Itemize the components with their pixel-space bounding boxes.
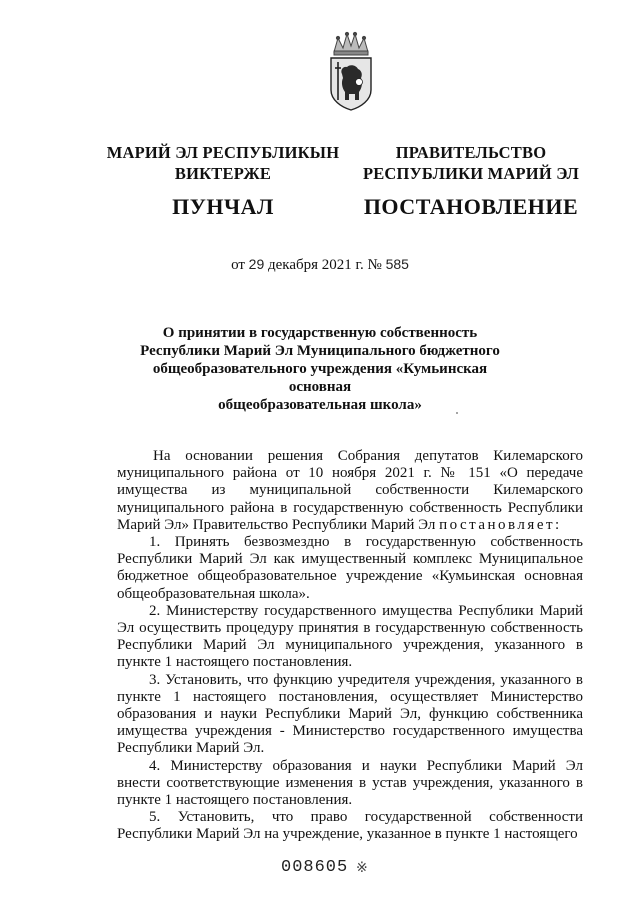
- header-left-line1: МАРИЙ ЭЛ РЕСПУБЛИКЫН: [106, 143, 340, 162]
- serial-mark-icon: ※: [356, 860, 368, 876]
- title-line: общеобразовательная школа»: [218, 397, 422, 413]
- body-paragraph-1: 1. Принять безвозмездно в государственную собственность Республики Марий Эл как имущественный комплекс Муниципальное бюджетное общеобразовательное учреждение «Кумьинская основная общеобразовательная школа».: [117, 534, 583, 602]
- dateline-number: 585: [385, 256, 409, 272]
- header-right-line1: ПРАВИТЕЛЬСТВО: [395, 143, 547, 162]
- document-title: [120, 324, 520, 414]
- body-paragraph-5: 5. Установить, что право государственной собственности Республики Марий Эл на учреждение, указанное в пункте 1 настоящего: [117, 809, 583, 843]
- header-right-doc-type: ПОСТАНОВЛЕНИЕ: [363, 194, 579, 219]
- dateline-day: 29: [248, 256, 265, 272]
- dateline-prefix: от: [231, 257, 245, 273]
- body-intro-text: На основании решения Собрания депутатов Килемарского муниципального района от 10 ноября 2021 г. № 151 «О передаче имущества из муниципальной собственности Килемарского муниципального района в государственную собственность Республики Марий Эл» Правительство Республики Марий Эл: [117, 448, 583, 533]
- title-line: общеобразовательного учреждения «Кумьинская основная: [152, 361, 488, 395]
- document-dateline: [0, 256, 640, 274]
- title-line: О принятии в государственную собственность: [162, 325, 478, 341]
- body-intro-paragraph: [117, 448, 583, 534]
- header-right-line2: РЕСПУБЛИКИ МАРИЙ ЭЛ: [362, 164, 580, 183]
- header-right: [346, 142, 596, 220]
- header-left-line2: ВИКТЕРЖЕ: [174, 164, 272, 183]
- body-decree-word: постановляет:: [439, 516, 562, 533]
- scan-speck: [456, 412, 458, 414]
- dateline-month-year: декабря 2021 г. №: [268, 257, 382, 273]
- serial-number: 008605: [281, 858, 349, 877]
- header-left-doc-type: ПУНЧАЛ: [172, 194, 274, 219]
- body-paragraph-2: 2. Министерству государственного имущества Республики Марий Эл осуществить процедуру принятия в государственную собственность Республики Марий Эл муниципального учреждения, указанного в пункте 1 настоящего постановления.: [117, 602, 583, 671]
- body-paragraph-4: 4. Министерству образования и науки Республики Марий Эл внести соответствующие изменения в устав учреждения, указанного в пункте 1 настоящего постановления.: [117, 757, 583, 809]
- document-body: [117, 448, 583, 844]
- coat-of-arms-icon: [326, 30, 376, 112]
- body-paragraph-3: 3. Установить, что функцию учредителя учреждения, указанного в пункте 1 настоящего постановления, осуществляет Министерство образования и науки Республики Марий Эл, функцию собственника имущества учреждения - Министерство государственного имущества Республики Марий Эл.: [117, 671, 583, 757]
- title-line: Республики Марий Эл Муниципального бюджетного: [140, 343, 500, 359]
- header-left: [98, 142, 348, 220]
